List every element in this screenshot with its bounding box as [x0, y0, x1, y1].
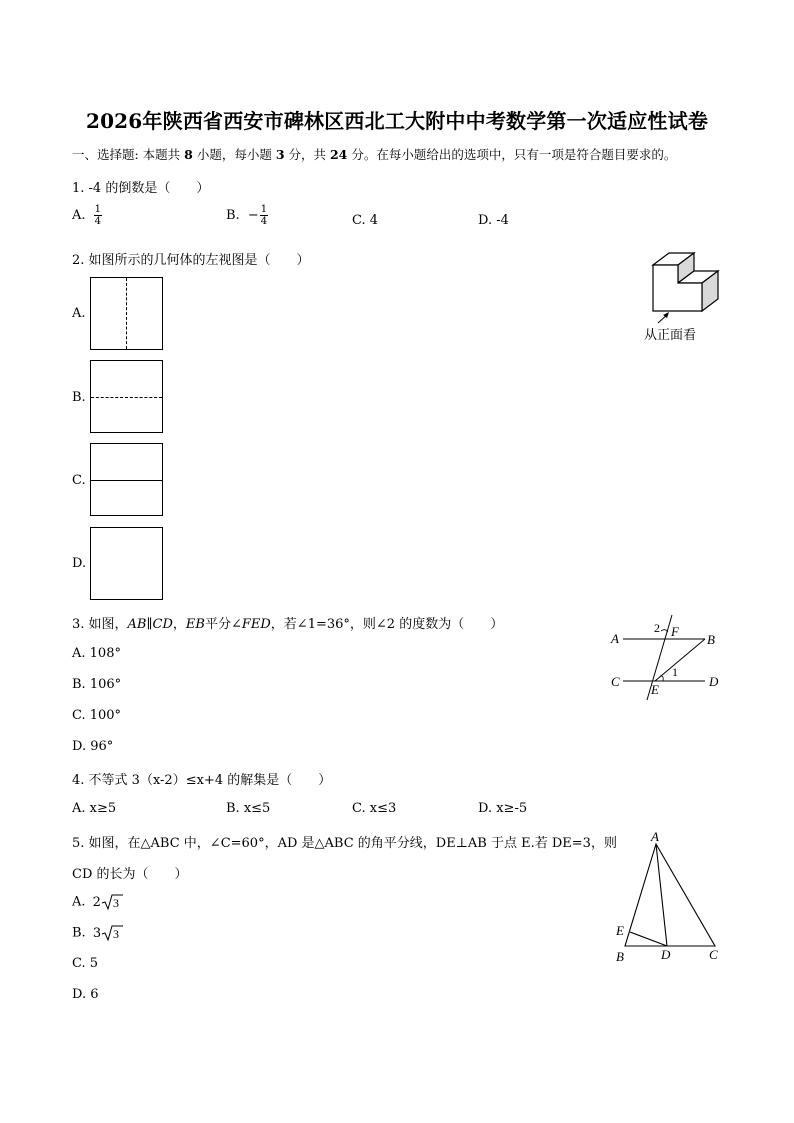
q3-label-e: E: [651, 682, 659, 697]
q5-triangle-figure: [610, 828, 730, 968]
section-mid2: 分，共: [284, 147, 330, 162]
q1-a-label: A.: [72, 208, 86, 223]
section-points: 3: [275, 147, 285, 162]
section-count: 8: [184, 147, 193, 162]
q3-stem-eb: EB: [185, 617, 205, 632]
q3-stem-ab: AB: [127, 617, 147, 632]
q3-stem-cd: CD: [152, 617, 173, 632]
q3-option-c[interactable]: C. 100°: [72, 708, 122, 723]
q5-option-a[interactable]: [72, 894, 123, 910]
q5-label-b: B: [616, 949, 624, 964]
q3-stem-comma: ，: [172, 617, 186, 632]
q2-figure-caption: 从正面看: [644, 327, 697, 342]
q2-b-label: B.: [72, 390, 86, 405]
q4-option-c[interactable]: C. x≤3: [352, 801, 397, 816]
q3-stem-bisect: 平分∠: [204, 617, 242, 632]
q1-a-denominator: 4: [94, 216, 102, 227]
q1-stem: 1. -4 的倒数是（ ）: [72, 181, 210, 196]
q3-option-b[interactable]: B. 106°: [72, 677, 122, 692]
q1-b-fraction: [260, 204, 268, 227]
q5-b-coef: 3: [92, 925, 102, 941]
q2-solid-figure: [640, 245, 730, 345]
q1-b-numerator: 1: [260, 204, 268, 215]
q5-segment-de: [630, 932, 667, 946]
q5-a-coef: 2: [92, 894, 101, 910]
q4-option-a[interactable]: A. x≥5: [72, 801, 117, 816]
q4-option-b[interactable]: B. x≤5: [226, 801, 271, 816]
q2-c-solid-line: [91, 480, 162, 481]
q3-line-eb: [655, 639, 705, 681]
q3-option-d[interactable]: D. 96°: [72, 739, 114, 754]
page-title: 2026年陕西省西安市碑林区西北工大附中中考数学第一次适应性试卷: [85, 109, 709, 133]
q5-option-b[interactable]: [72, 925, 123, 941]
q3-label-f: F: [671, 624, 679, 639]
q1-b-sign: −: [247, 208, 259, 223]
q3-stem-fed: FED: [241, 617, 271, 632]
q5-label-c: C: [709, 947, 718, 962]
q2-option-b-view[interactable]: [90, 360, 163, 433]
q3-label-two: 2: [654, 621, 660, 635]
q2-option-d-view[interactable]: [90, 527, 163, 600]
q2-stem: 2. 如图所示的几何体的左视图是（ ）: [72, 253, 310, 268]
q3-option-a[interactable]: A. 108°: [72, 646, 121, 661]
q4-stem: 4. 不等式 3（x-2）≤x+4 的解集是（ ）: [72, 773, 332, 788]
q5-b-radicand: 3: [113, 927, 120, 941]
q3-label-b: B: [707, 632, 715, 647]
q5-a-label: A.: [72, 894, 86, 910]
q3-label-one: 1: [672, 665, 678, 679]
q5-label-e: E: [616, 923, 624, 938]
q2-option-c-view[interactable]: [90, 443, 163, 516]
q3-stem: [72, 613, 503, 632]
q3-figure: [605, 610, 730, 705]
q5-stem-line1: 5. 如图，在△ABC 中，∠C=60°，AD 是△ABC 的角平分线，DE⊥AB 于点 E.若 DE=3，则: [72, 836, 617, 851]
q5-a-radicand: 3: [112, 896, 119, 910]
q2-b-dashed-line: [91, 397, 162, 398]
q3-label-c: C: [611, 674, 620, 689]
section-header: [72, 145, 676, 163]
q3-stem-parallel: ∥: [146, 617, 153, 632]
section-total: 24: [329, 147, 348, 162]
section-mid1: 小题，每小题: [192, 147, 276, 162]
q1-option-c[interactable]: C. 4: [352, 213, 379, 228]
q5-option-c[interactable]: C. 5: [72, 956, 99, 971]
q1-a-numerator: 1: [94, 204, 102, 215]
q1-option-a[interactable]: [72, 204, 102, 227]
q1-option-d[interactable]: D. -4: [478, 213, 509, 228]
q1-option-b[interactable]: [226, 204, 268, 227]
q1-b-denominator: 4: [260, 216, 268, 227]
q3-stem-suffix: ，若∠1=36°，则∠2 的度数为（ ）: [270, 617, 504, 632]
q5-label-a: A: [651, 829, 659, 844]
q2-a-label: A.: [72, 306, 86, 321]
q1-a-fraction: [94, 204, 102, 227]
q2-d-label: D.: [72, 556, 87, 571]
q3-label-d: D: [709, 674, 719, 689]
q3-label-a: A: [611, 631, 619, 646]
section-prefix: 一、选择题: 本题共: [72, 147, 185, 162]
q5-b-radical-icon: [101, 925, 123, 941]
q5-triangle-abc: [625, 844, 715, 946]
q2-option-a-view[interactable]: [90, 277, 163, 350]
q5-stem-line2: CD 的长为（ ）: [72, 867, 188, 882]
q1-b-label: B.: [226, 208, 240, 223]
q2-c-label: C.: [72, 473, 86, 488]
q4-option-d[interactable]: D. x≥-5: [478, 801, 528, 816]
q5-a-radical-icon: [101, 894, 123, 910]
q2-a-dashed-line: [126, 278, 127, 349]
q5-label-d: D: [661, 947, 671, 962]
q5-option-d[interactable]: D. 6: [72, 987, 99, 1002]
q5-b-label: B.: [72, 925, 86, 941]
section-suffix: 分。在每小题给出的选项中，只有一项是符合题目要求的。: [347, 147, 677, 162]
q3-stem-prefix: 3. 如图，: [72, 617, 128, 632]
